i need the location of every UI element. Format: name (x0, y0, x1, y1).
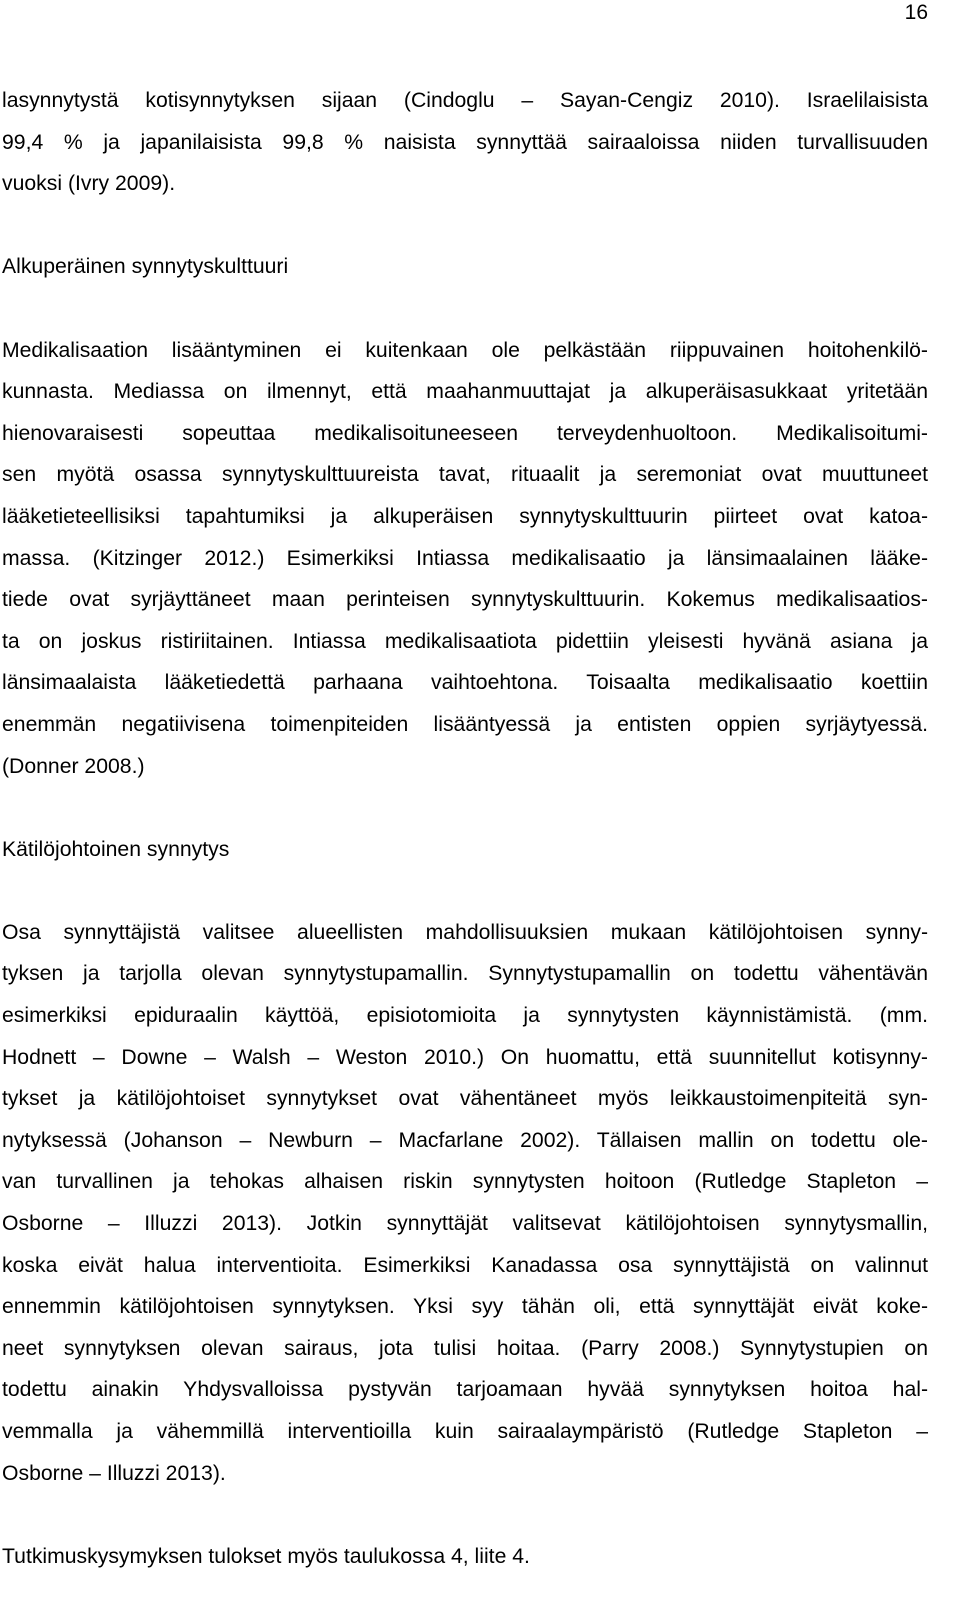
paragraph-2 (2, 330, 928, 788)
paragraph-line: ta on joskus ristiriitainen. Intiassa medikalisaatiota pidettiin yleisesti hyvänä asiana ja (2, 629, 928, 653)
paragraph-line: nytyksessä (Johanson – Newburn – Macfarlane 2002). Tällaisen mallin on todettu ole- (2, 1128, 928, 1152)
footer-note (2, 1536, 928, 1578)
paragraph-3 (2, 912, 928, 1494)
paragraph-line: enemmän negatiivisena toimenpiteiden lisääntyessä ja entisten oppien syrjäytyessä. (2, 712, 928, 736)
paragraph-line: todettu ainakin Yhdysvalloissa pystyvän tarjoamaan hyvää synnytyksen hoitoa hal- (2, 1378, 928, 1402)
paragraph-line: tyksen ja tarjolla olevan synnytystupamallin. Synnytystupamallin on todettu vähentävän (2, 962, 928, 986)
paragraph-line: vemmalla ja vähemmillä interventioilla kuin sairaalaympäristö (Rutledge Stapleton – (2, 1420, 928, 1443)
paragraph-line: lasynnytystä kotisynnytyksen sijaan (Cindoglu – Sayan-Cengiz 2010). Israelilaisista (2, 89, 928, 112)
section-heading-katilojohtoinen: Kätilöjohtoinen synnytys (2, 837, 230, 861)
paragraph-line: ennemmin kätilöjohtoisen synnytyksen. Yksi syy tähän oli, että synnyttäjät eivät koke- (2, 1295, 928, 1319)
paragraph-line: van turvallinen ja tehokas alhaisen riskin synnytysten hoitoon (Rutledge Stapleton – (2, 1170, 928, 1194)
spacer (2, 870, 928, 912)
section-heading-alkuperainen: Alkuperäinen synnytyskulttuuri (2, 255, 289, 279)
paragraph-line: tykset ja kätilöjohtoiset synnytykset ovat vähentäneet myös leikkaustoimenpiteitä syn- (2, 1087, 928, 1111)
paragraph-line: esimerkiksi epiduraalin käyttöä, episiotomioita ja synnytysten käynnistämistä. (mm. (2, 1004, 928, 1028)
paragraph-line: Osborne – Illuzzi 2013). (2, 1461, 226, 1485)
paragraph-line: Medikalisaation lisääntyminen ei kuitenkaan ole pelkästään riippuvainen hoitohenkilö- (2, 338, 928, 362)
page-number: 16 (904, 1, 928, 24)
paragraph-line: sen myötä osassa synnytyskulttuureista tavat, rituaalit ja seremoniat ovat muuttuneet (2, 463, 928, 487)
paragraph-line: Hodnett – Downe – Walsh – Weston 2010.) On huomattu, että suunnitellut kotisynny- (2, 1045, 928, 1069)
paragraph-line: koska eivät halua interventioita. Esimerkiksi Kanadassa osa synnyttäjistä on valinnut (2, 1253, 928, 1277)
paragraph-line: neet synnytyksen olevan sairaus, jota tulisi hoitaa. (Parry 2008.) Synnytystupien on (2, 1336, 928, 1360)
paragraph-line: länsimaalaista lääketiedettä parhaana vaihtoehtona. Toisaalta medikalisaatio koettiin (2, 671, 928, 695)
paragraph-line: tiede ovat syrjäyttäneet maan perinteisen synnytyskulttuurin. Kokemus medikalisaatios- (2, 588, 928, 612)
paragraph-line: 99,4 % ja japanilaisista 99,8 % naisista synnyttää sairaaloissa niiden turvallisuuden (2, 130, 928, 154)
paragraph-line: hienovaraisesti sopeuttaa medikalisoituneeseen terveydenhuoltoon. Medikalisoitumi- (2, 421, 928, 445)
paragraph-line: kunnasta. Mediassa on ilmennyt, että maahanmuuttajat ja alkuperäisasukkaat yritetään (2, 380, 928, 404)
paragraph-line: (Donner 2008.) (2, 754, 145, 778)
spacer (2, 1494, 928, 1536)
paragraph-line: massa. (Kitzinger 2012.) Esimerkiksi Intiassa medikalisaatio ja länsimaalainen lääke- (2, 546, 928, 570)
paragraph-line: Osborne – Illuzzi 2013). Jotkin synnyttäjät valitsevat kätilöjohtoisen synnytysmallin, (2, 1212, 928, 1236)
paragraph-1 (2, 80, 928, 205)
footer-line: Tutkimuskysymyksen tulokset myös taulukossa 4, liite 4. (2, 1544, 530, 1568)
spacer (2, 205, 928, 247)
spacer (2, 787, 928, 829)
paragraph-line: lääketieteellisiksi tapahtumiksi ja alkuperäisen synnytyskulttuurin piirteet ovat katoa- (2, 504, 928, 528)
spacer (2, 288, 928, 330)
paragraph-line: Osa synnyttäjistä valitsee alueellisten mahdollisuuksien mukaan kätilöjohtoisen synny- (2, 920, 928, 944)
document-body (2, 80, 928, 1577)
paragraph-line: vuoksi (Ivry 2009). (2, 172, 176, 196)
